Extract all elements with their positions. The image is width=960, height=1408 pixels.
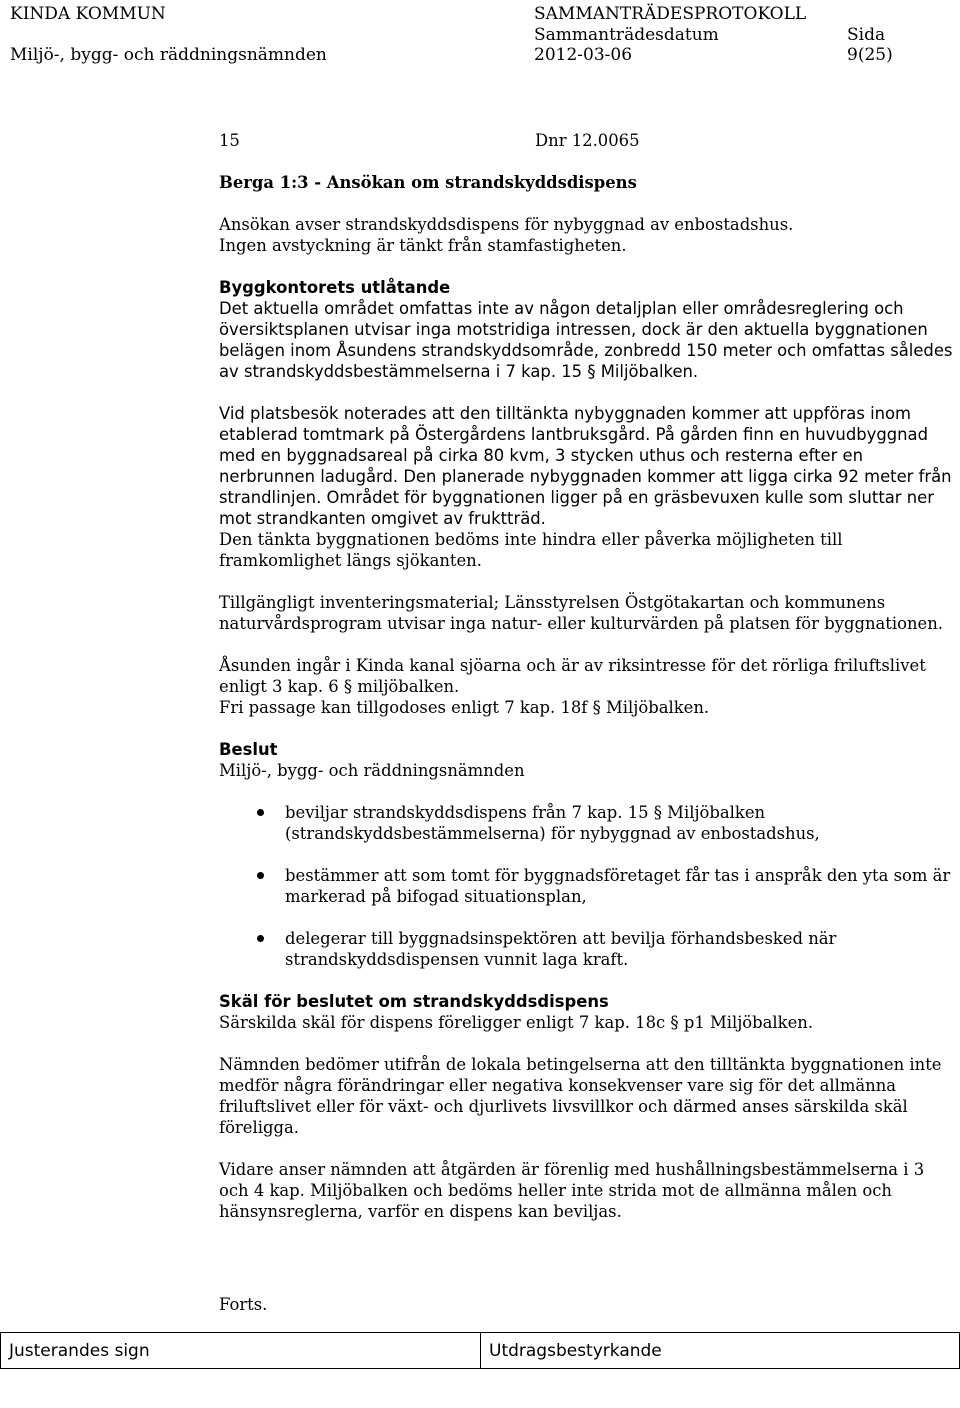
application-intro-line-1: Ansökan avser strandskyddsdispens för nybyggnad av enbostadshus. xyxy=(219,215,794,234)
bullet-icon xyxy=(257,935,264,942)
accessibility-paragraph: Den tänkta byggnationen bedöms inte hindra eller påverka möjligheten till framkomlighet längs sjökanten. xyxy=(219,530,843,570)
signature-footer xyxy=(0,1332,960,1369)
statement-paragraph: Det aktuella området omfattas inte av någon detaljplan eller områdesreglering och översiktsplanen utvisar inga motstridiga intressen, dock är den aktuella byggnationen belägen inom Åsundens strandskyddsområde, zonbredd 150 meter och omfattas således av strandskyddsbestämmelserna i 7 kap. 15 § Miljöbalken. xyxy=(219,299,953,381)
decision-heading: Beslut xyxy=(219,740,278,759)
certification-cell: Utdragsbestyrkande xyxy=(480,1333,959,1368)
reasons-heading: Skäl för beslutet om strandskyddsdispens xyxy=(219,992,609,1011)
list-item xyxy=(219,928,954,970)
page-label: Sida xyxy=(847,25,886,45)
continued-note: Forts. xyxy=(219,1295,268,1314)
page-number: 9(25) xyxy=(847,45,893,65)
decision-list xyxy=(219,802,954,970)
statement-heading: Byggkontorets utlåtande xyxy=(219,278,451,297)
list-item-text: beviljar strandskyddsdispens från 7 kap. 15 § Miljöbalken (strandskyddsbestämmelserna) för nybyggnad av enbostadshus, xyxy=(285,803,820,843)
registration-number: Dnr 12.0065 xyxy=(535,131,640,150)
inventory-paragraph: Tillgängligt inventeringsmaterial; Länsstyrelsen Östgötakartan och kommunens naturvårdsprogram utvisar inga natur- eller kulturvärden på platsen för byggnationen. xyxy=(219,593,943,633)
reasons-paragraph-1: Särskilda skäl för dispens föreligger enligt 7 kap. 18c § p1 Miljöbalken. xyxy=(219,1013,814,1032)
free-passage-paragraph: Fri passage kan tillgodoses enligt 7 kap. 18f § Miljöbalken. xyxy=(219,698,710,717)
site-visit-paragraph: Vid platsbesök noterades att den tilltänkta nybyggnaden kommer att uppföras inom etablerad tomtmark på Östergårdens lantbruksgård. På gården finn en huvudbyggnad med en byggnadsareal på cirka 80 kvm, 3 stycken uthus och resterna efter en nerbrunnen ladugård. Den planerade nybyggnaden kommer att ligga cirka 92 meter från strandlinjen. Området för byggnationen ligger på en gräsbevuxen kulle som sluttar ner mot strandkanten omgivet av fruktträd. xyxy=(219,404,952,528)
meeting-date: 2012-03-06 xyxy=(534,45,633,65)
decision-subject: Miljö-, bygg- och räddningsnämnden xyxy=(219,761,525,780)
application-intro-line-2: Ingen avstyckning är tänkt från stamfastigheten. xyxy=(219,236,627,255)
bullet-icon xyxy=(257,872,264,879)
list-item xyxy=(219,802,954,844)
list-item-text: delegerar till byggnadsinspektören att bevilja förhandsbesked när strandskyddsdispensen vunnit laga kraft. xyxy=(285,929,837,969)
list-item xyxy=(219,865,954,907)
organization-name: KINDA KOMMUN xyxy=(10,4,166,24)
adjuster-signature-cell: Justerandes sign xyxy=(9,1341,150,1361)
item-number: 15 xyxy=(219,131,240,150)
item-number-row xyxy=(219,130,954,151)
item-title: Berga 1:3 - Ansökan om strandskyddsdispens xyxy=(219,173,637,192)
board-name: Miljö-, bygg- och räddningsnämnden xyxy=(10,45,327,65)
protocol-body xyxy=(219,130,954,1222)
national-interest-paragraph: Åsunden ingår i Kinda kanal sjöarna och är av riksintresse för det rörliga friluftslivet enligt 3 kap. 6 § miljöbalken. xyxy=(219,656,926,696)
meeting-date-label: Sammanträdesdatum xyxy=(534,25,719,45)
bullet-icon xyxy=(257,809,264,816)
list-item-text: bestämmer att som tomt för byggnadsföretaget får tas i anspråk den yta som är markerad på bifogad situationsplan, xyxy=(285,866,951,906)
reasons-paragraph-2: Nämnden bedömer utifrån de lokala betingelserna att den tilltänkta byggnationen inte medför några förändringar eller negativa konsekvenser vare sig för det allmänna friluftslivet eller för växt- och djurlivets livsvillkor och därmed anses särskilda skäl föreligga. xyxy=(219,1055,942,1137)
reasons-paragraph-3: Vidare anser nämnden att åtgärden är förenlig med hushållningsbestämmelserna i 3 och 4 kap. Miljöbalken och bedöms heller inte strida mot de allmänna målen och hänsynsreglerna, varför en dispens kan beviljas. xyxy=(219,1160,925,1221)
document-type: SAMMANTRÄDESPROTOKOLL xyxy=(534,4,807,24)
